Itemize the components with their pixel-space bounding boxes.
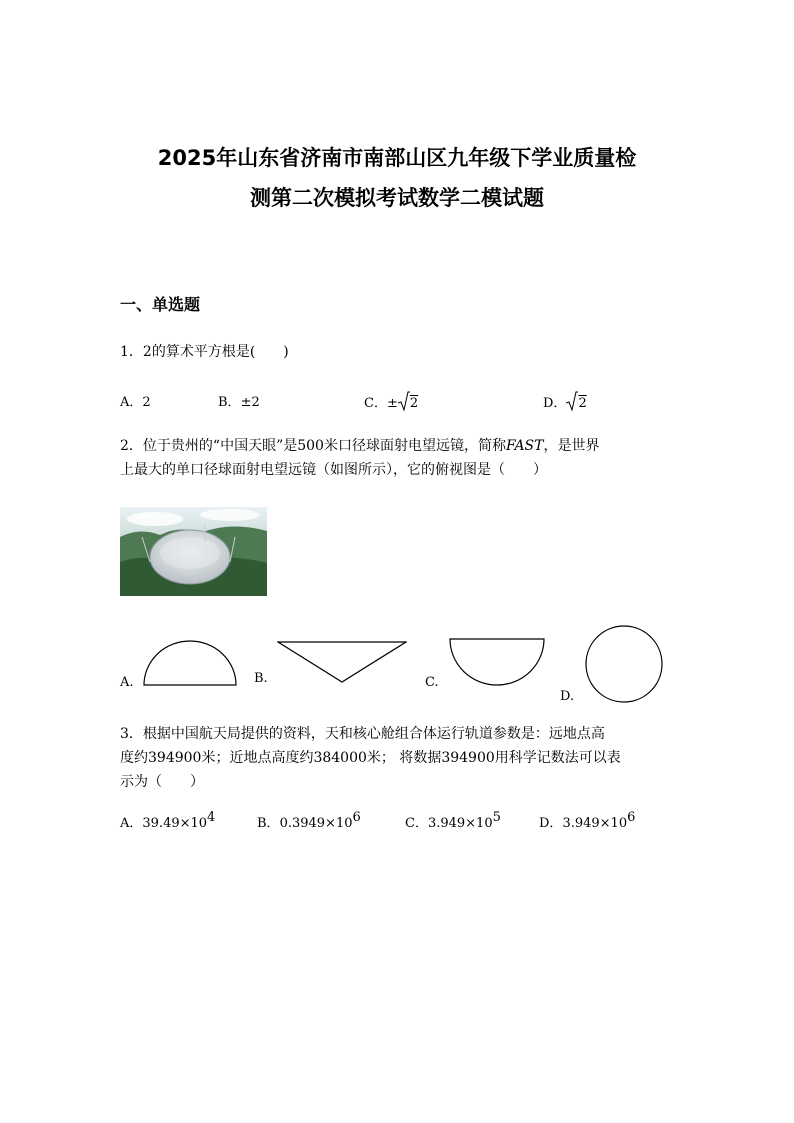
question-3-stem (120, 722, 680, 794)
sqrt-symbol: 2 (398, 391, 418, 411)
q1-option-c: C．± 2 (364, 391, 418, 411)
section-heading: 一、单选题 (120, 295, 201, 314)
q2-option-d-label: D. (560, 689, 575, 704)
circle-shape (584, 624, 664, 704)
q3-option-d: D．$3.949\times 10^6$ (539, 810, 636, 831)
q2-option-c-label: C. (425, 675, 439, 690)
page-title-line-2: 测第二次模拟考试数学二模试题 (250, 186, 544, 210)
q2-option-a-label: A. (120, 675, 134, 690)
q2-option-b-label: B. (254, 671, 268, 686)
question-3-line-2: 度约394900米；近地点高度约384000米； 将数据394900用科学记数法可以表 (120, 750, 621, 766)
semicircle-bowl-down-shape (449, 638, 545, 686)
q3-option-a: A．$39.49\times 10^4$ (120, 810, 216, 831)
question-2-stem (120, 434, 680, 482)
question-3-line-3: 示为（ ） (120, 774, 204, 790)
semicircle-dome-up-shape (143, 639, 237, 687)
q1-option-a: A．2 (120, 395, 151, 410)
page-title-line-1: 2025年山东省济南市南部山区九年级下学业质量检 (157, 146, 637, 170)
q1-option-b: B．±2 (218, 395, 260, 410)
question-1-stem: 1．2的算术平方根是( ) (120, 344, 289, 360)
question-3-line-1: 3．根据中国航天局提供的资料，天和核心舱组合体运行轨道参数是：远地点高 (120, 726, 605, 742)
q3-option-c: C．$3.949\times 10^5$ (405, 810, 501, 831)
question-2-line-1: 2．位于贵州的“中国天眼”是500米口径球面射电望远镜，简称FAST，是世界 (120, 438, 600, 454)
fast-telescope-photo (120, 507, 267, 596)
sqrt-symbol: 2 (566, 391, 586, 411)
question-2-line-2: 上最大的单口径球面射电望远镜（如图所示），它的俯视图是（ ） (120, 462, 547, 478)
inverted-triangle-shape (277, 641, 407, 683)
q3-option-b: B．$0.3949\times 10^6$ (257, 810, 361, 831)
q1-option-d: D． 2 (543, 391, 587, 411)
